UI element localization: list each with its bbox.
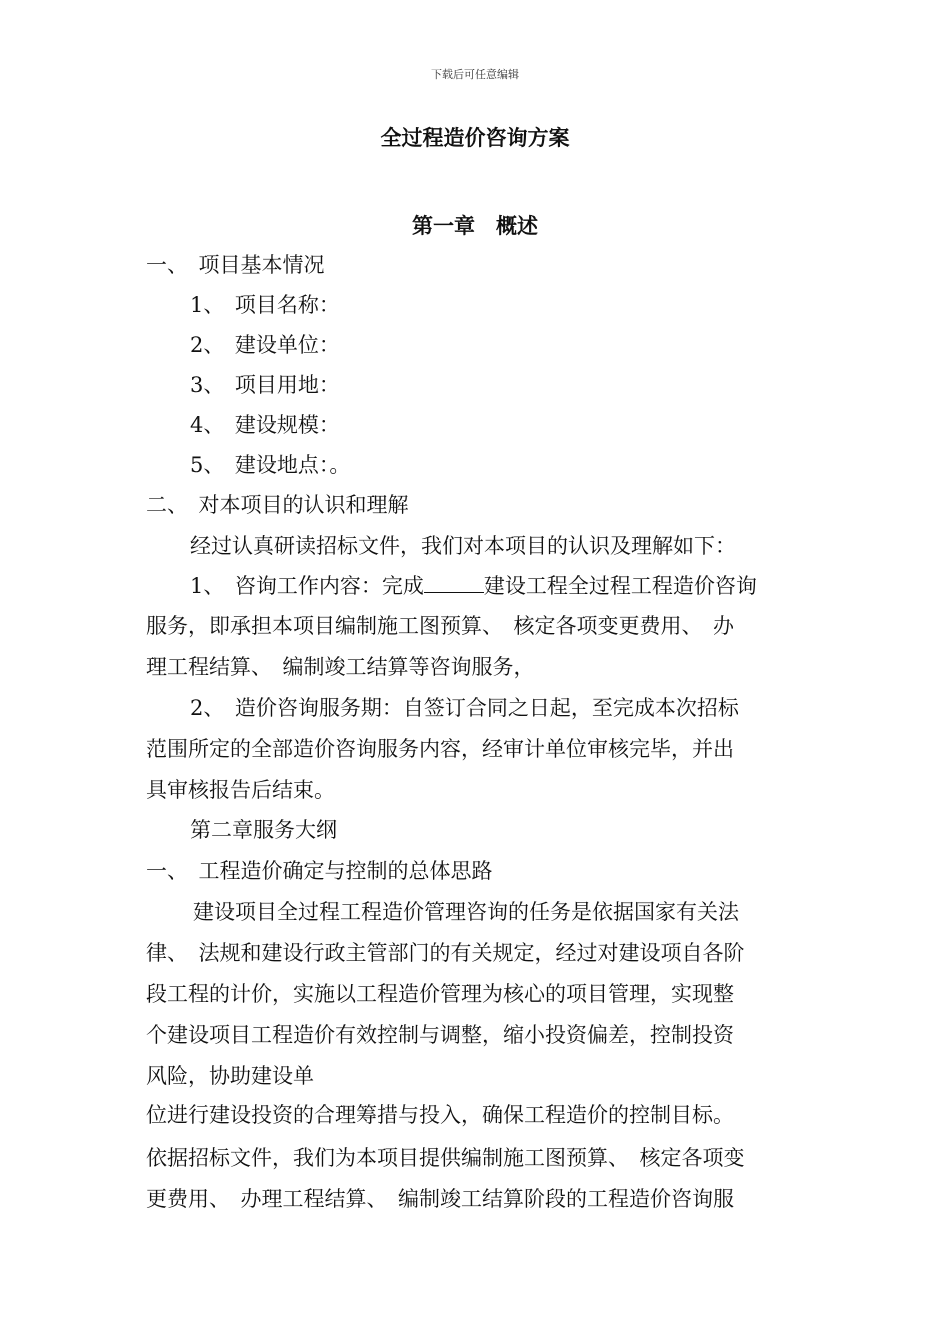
chapter-2-line-3: 段工程的计价，实施以工程造价管理为核心的项目管理，实现整	[146, 982, 734, 1006]
paragraph-2-line-1: 2、 造价咨询服务期：自签订合同之日起，至完成本次招标	[190, 696, 739, 720]
chapter-2-line-5: 风险，协助建设单	[146, 1064, 314, 1088]
chapter-2-section-1-heading: 一、 工程造价确定与控制的总体思路	[146, 859, 493, 883]
chapter-2-title: 第二章服务大纲	[190, 818, 337, 842]
paragraph-1-end: 建设工程全过程工程造价咨询	[483, 574, 757, 598]
item-scale: 4、 建设规模：	[190, 413, 340, 437]
chapter-2-line-4: 个建设项目工程造价有效控制与调整，缩小投资偏差，控制投资	[146, 1023, 734, 1047]
chapter-1-title: 第一章 概述	[412, 213, 538, 238]
chapter-2-line-2: 律、 法规和建设行政主管部门的有关规定，经过对建设项自各阶	[146, 941, 745, 965]
item-land: 3、 项目用地：	[190, 373, 340, 397]
paragraph-1-start: 1、 咨询工作内容：完成	[190, 574, 424, 598]
section-1-heading: 一、 项目基本情况	[146, 253, 325, 277]
section-2-intro: 经过认真研读招标文件，我们对本项目的认识及理解如下：	[190, 534, 736, 558]
fill-blank	[424, 572, 484, 593]
paragraph-2-line-2: 范围所定的全部造价咨询服务内容，经审计单位审核完毕，并出	[146, 737, 734, 761]
chapter-2-line-6: 位进行建设投资的合理筹措与投入，确保工程造价的控制目标。	[146, 1103, 734, 1127]
chapter-2-line-1: 建设项目全过程工程造价管理咨询的任务是依据国家有关法	[193, 900, 739, 924]
header-note: 下载后可任意编辑	[431, 68, 519, 81]
paragraph-1-line-2: 服务，即承担本项目编制施工图预算、 核定各项变更费用、 办	[146, 614, 734, 638]
chapter-2-line-7: 依据招标文件，我们为本项目提供编制施工图预算、 核定各项变	[146, 1146, 745, 1170]
paragraph-2-line-3: 具审核报告后结束。	[146, 778, 335, 802]
section-2-heading: 二、 对本项目的认识和理解	[146, 493, 409, 517]
chapter-2-line-8: 更费用、 办理工程结算、 编制竣工结算阶段的工程造价咨询服	[146, 1187, 734, 1211]
paragraph-1-line-3: 理工程结算、 编制竣工结算等咨询服务，	[146, 655, 535, 679]
paragraph-1-line-1	[190, 572, 757, 600]
item-location: 5、 建设地点：。	[190, 453, 351, 477]
item-builder: 2、 建设单位：	[190, 333, 340, 357]
item-project-name: 1、 项目名称：	[190, 293, 340, 317]
document-title: 全过程造价咨询方案	[380, 125, 570, 150]
